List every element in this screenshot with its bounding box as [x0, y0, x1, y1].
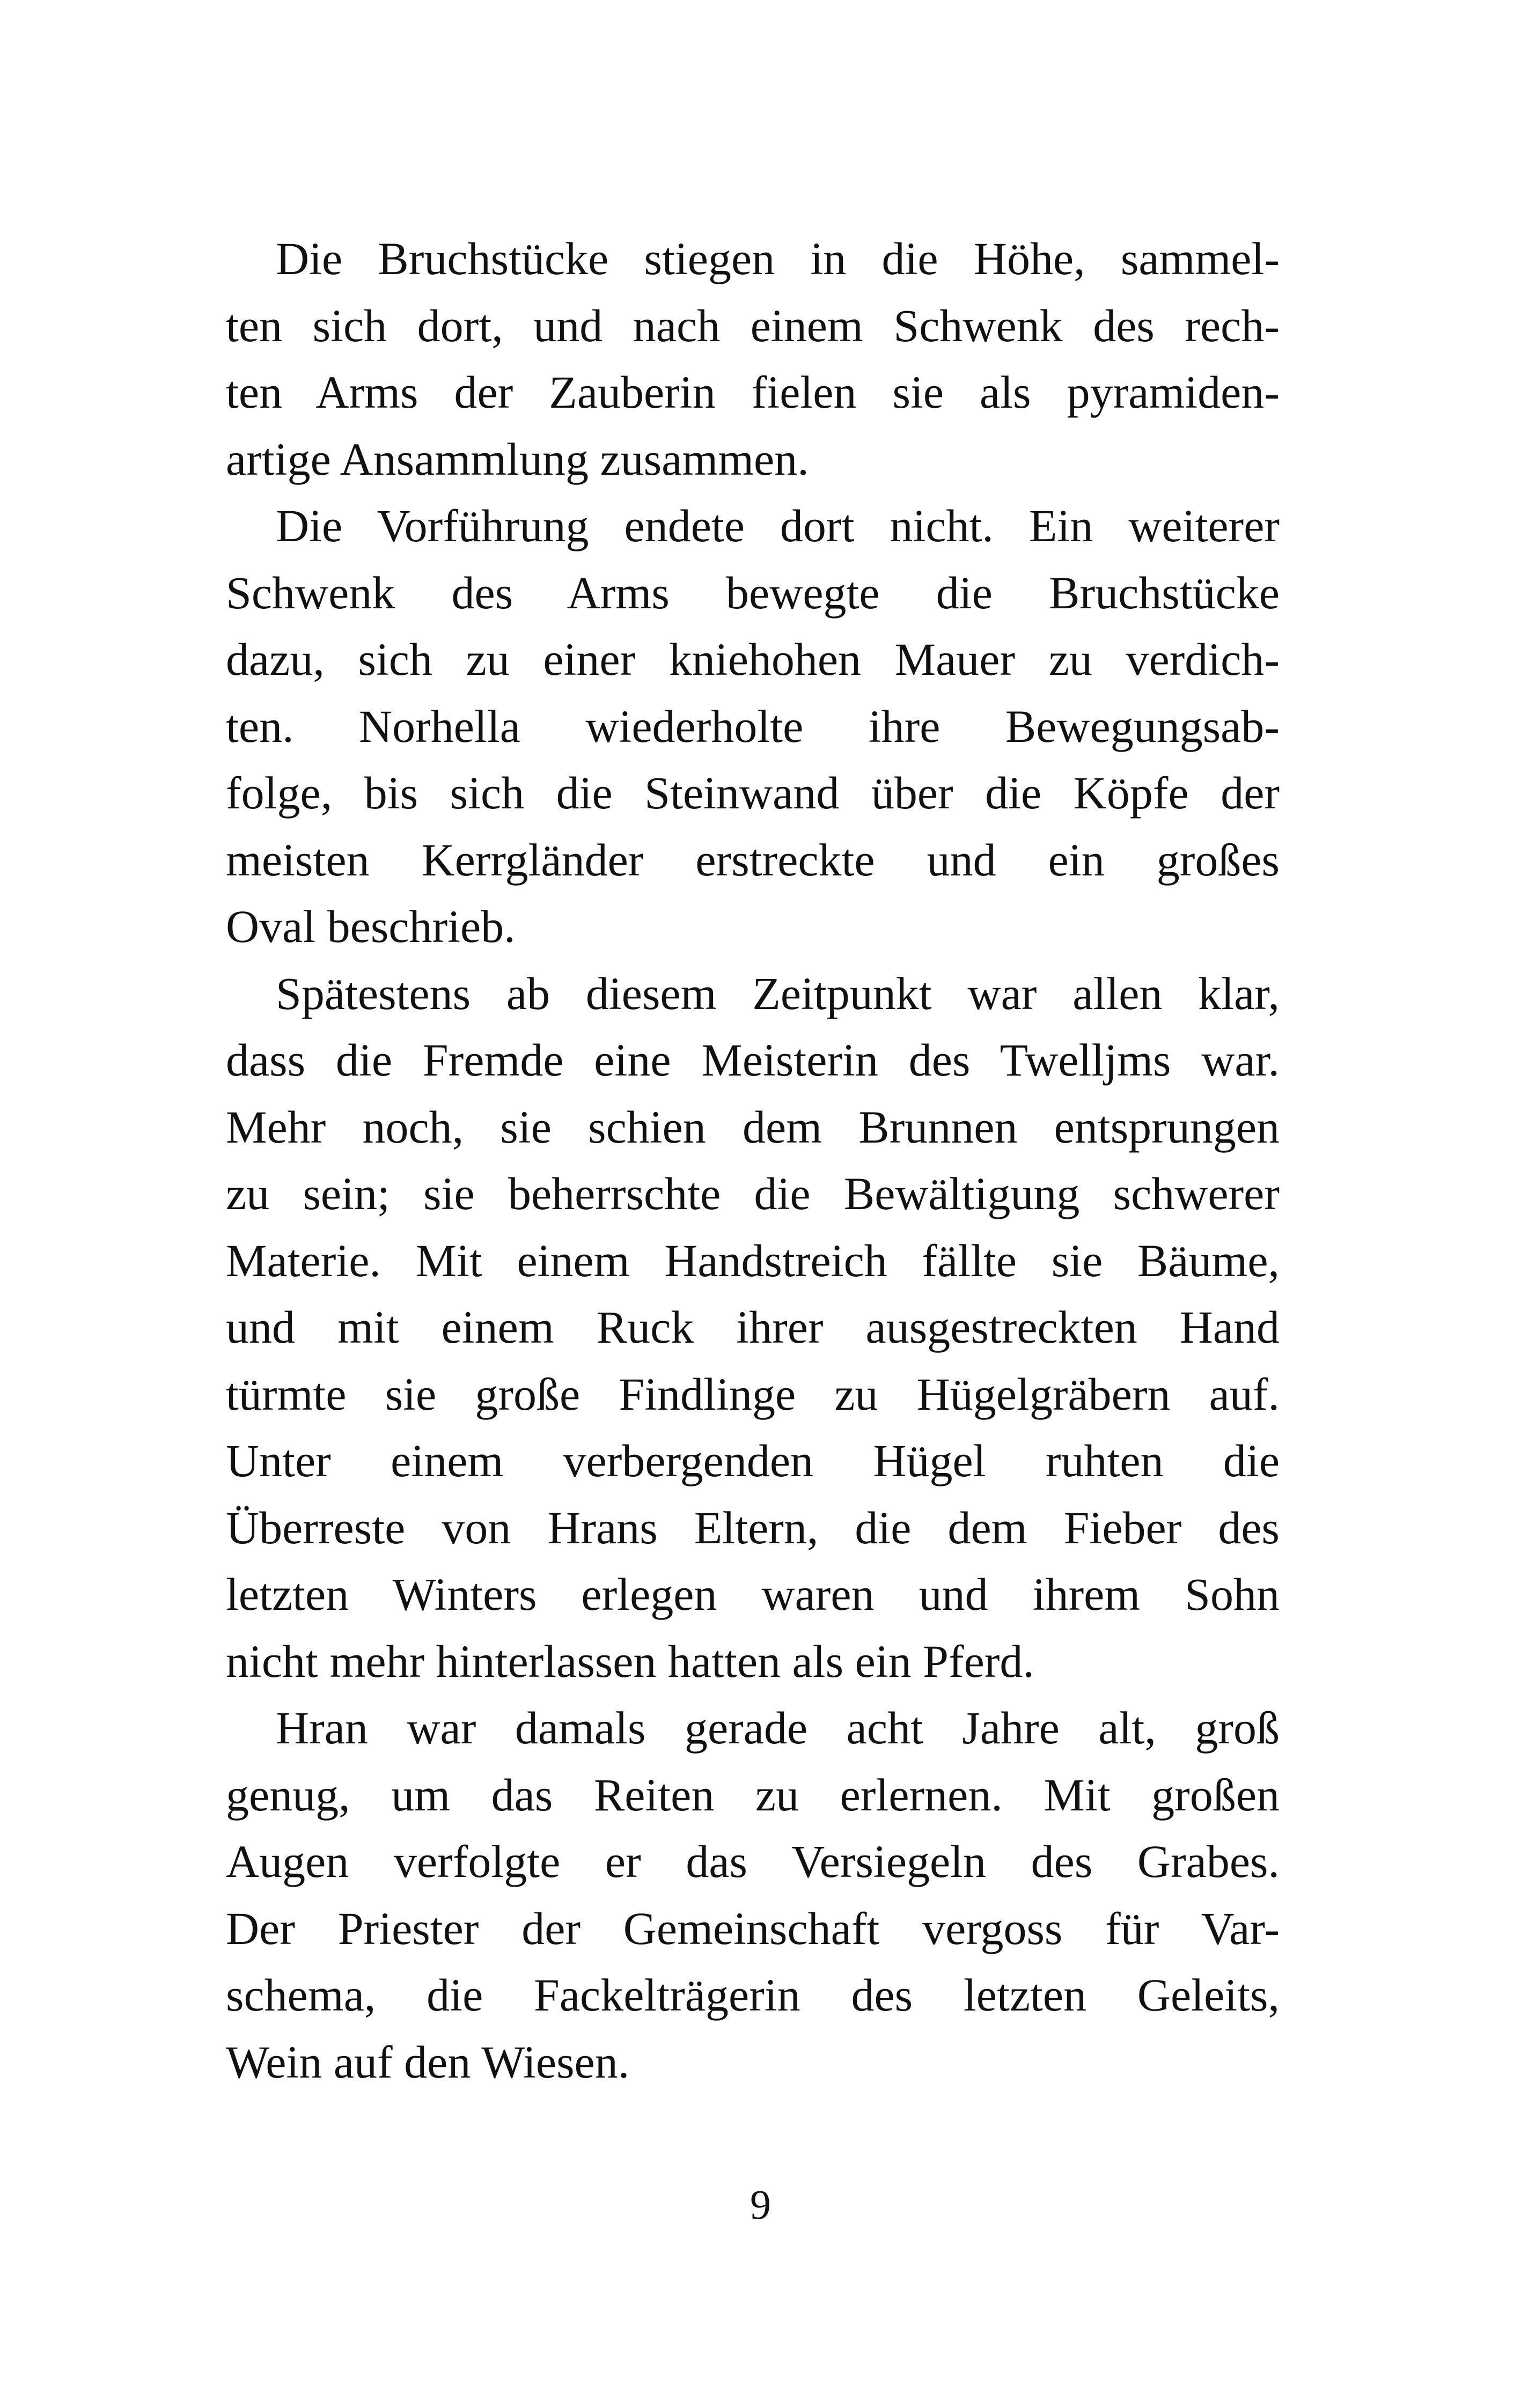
page-number: 9 — [750, 2181, 771, 2228]
text-line: Mehr noch, sie schien dem Brunnen entsprungen — [226, 1101, 1280, 1153]
text-line: Schwenk des Arms bewegte die Bruchstücke — [226, 566, 1280, 618]
text-line: Die Vorführung endete dort nicht. Ein weiterer — [276, 500, 1280, 551]
paragraph-1 — [226, 225, 1280, 492]
text-line: artige Ansammlung zusammen. — [226, 433, 809, 485]
paragraph-2 — [226, 492, 1280, 960]
text-line: Oval beschrieb. — [226, 901, 516, 952]
text-line: Überreste von Hrans Eltern, die dem Fieber des — [226, 1501, 1280, 1553]
text-line: und mit einem Ruck ihrer ausgestreckten Hand — [226, 1301, 1280, 1353]
text-line: Augen verfolgte er das Versiegeln des Grabes. — [226, 1836, 1280, 1887]
text-line: ten. Norhella wiederholte ihre Bewegungsab- — [226, 700, 1280, 752]
text-line: ten Arms der Zauberin fielen sie als pyramiden- — [226, 366, 1280, 418]
text-line: ten sich dort, und nach einem Schwenk des rech- — [226, 299, 1280, 351]
text-line: Spätestens ab diesem Zeitpunkt war allen klar, — [276, 967, 1280, 1019]
text-line: Materie. Mit einem Handstreich fällte sie Bäume, — [226, 1234, 1280, 1286]
paragraph-3 — [226, 960, 1280, 1695]
text-line: Wein auf den Wiesen. — [226, 2036, 630, 2088]
text-line: dass die Fremde eine Meisterin des Twelljms war. — [226, 1034, 1280, 1086]
text-line: genug, um das Reiten zu erlernen. Mit großen — [226, 1769, 1280, 1821]
text-line: letzten Winters erlegen waren und ihrem Sohn — [226, 1568, 1280, 1620]
body-text — [226, 225, 1280, 2095]
text-line: nicht mehr hinterlassen hatten als ein Pferd. — [226, 1635, 1034, 1687]
text-line: Die Bruchstücke stiegen in die Höhe, sammel- — [276, 233, 1280, 284]
text-line: folge, bis sich die Steinwand über die Köpfe der — [226, 767, 1280, 819]
text-line: meisten Kerrgländer erstreckte und ein großes — [226, 834, 1280, 886]
text-line: zu sein; sie beherrschte die Bewältigung schwerer — [226, 1168, 1280, 1219]
text-line: Unter einem verbergenden Hügel ruhten die — [226, 1435, 1280, 1486]
text-line: Der Priester der Gemeinschaft vergoss für Var- — [226, 1902, 1280, 1954]
text-line: Hran war damals gerade acht Jahre alt, groß — [276, 1702, 1280, 1754]
text-line: türmte sie große Findlinge zu Hügelgräbern auf. — [226, 1368, 1280, 1420]
text-line: dazu, sich zu einer kniehohen Mauer zu verdich- — [226, 634, 1280, 685]
paragraph-4 — [226, 1695, 1280, 2095]
text-line: schema, die Fackelträgerin des letzten Geleits, — [226, 1969, 1280, 2021]
